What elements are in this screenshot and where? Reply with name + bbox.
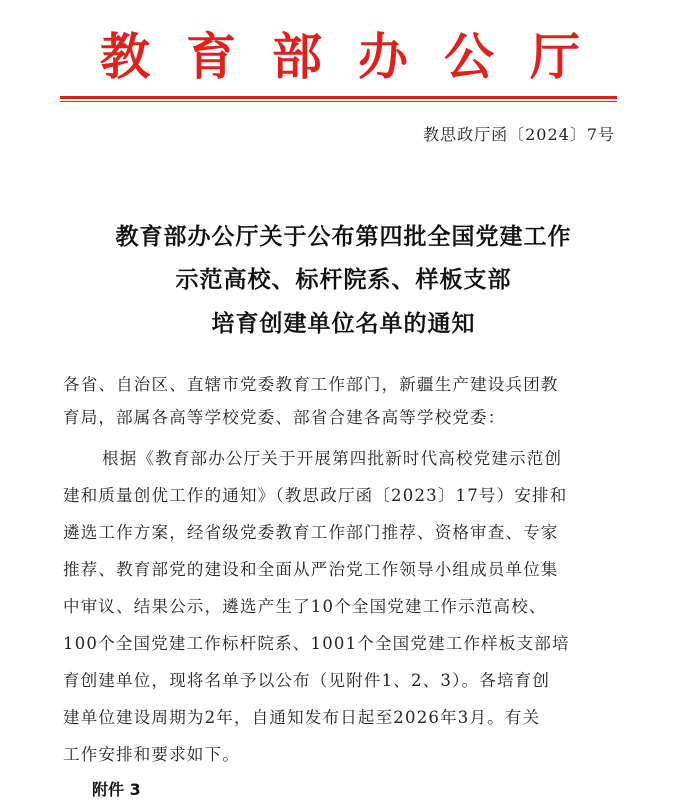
masthead-char: 教: [100, 27, 150, 86]
body-line: 中审议、结果公示，遴选产生了10个全国党建工作示范高校、: [63, 597, 547, 616]
attachment-label: 附件 3: [92, 780, 141, 799]
body-line: 育局，部属各高等学校党委、部省合建各高等学校党委：: [63, 408, 506, 427]
body-line: 100个全国党建工作标杆院系、1001个全国党建工作样板支部培: [63, 634, 570, 653]
title-line-1: 教育部办公厅关于公布第四批全国党建工作: [115, 224, 572, 250]
body-line: 工作安排和要求如下。: [63, 745, 240, 764]
title-line-2: 示范高校、标杆院系、样板支部: [175, 267, 512, 293]
document-number: 教思政厅函〔2024〕7号: [423, 125, 615, 144]
body-line: 各省、自治区、直辖市党委教育工作部门，新疆生产建设兵团教: [63, 375, 559, 394]
masthead-char: 育: [186, 27, 236, 86]
body-line: 遴选工作方案，经省级党委教育工作部门推荐、资格审查、专家: [63, 523, 559, 542]
red-divider-thin: [60, 101, 617, 102]
body-line: 育创建单位，现将名单予以公布（见附件1、2、3）。各培育创: [63, 671, 551, 690]
body-line: 建和质量创优工作的通知》（教思政厅函〔2023〕17号）安排和: [63, 486, 568, 505]
body-line: 推荐、教育部党的建设和全面从严治党工作领导小组成员单位集: [63, 560, 559, 579]
red-divider-thick: [60, 96, 617, 99]
body-line: 根据《教育部办公厅关于开展第四批新时代高校党建示范创: [102, 449, 563, 468]
masthead-char: 办: [358, 27, 408, 86]
masthead: [100, 22, 580, 92]
masthead-char: 厅: [530, 27, 580, 86]
title-line-3: 培育创建单位名单的通知: [211, 311, 476, 337]
body-line: 建单位建设周期为2年，自通知发布日起至2026年3月。有关: [63, 708, 541, 727]
masthead-char: 公: [444, 27, 494, 86]
masthead-char: 部: [272, 27, 322, 86]
